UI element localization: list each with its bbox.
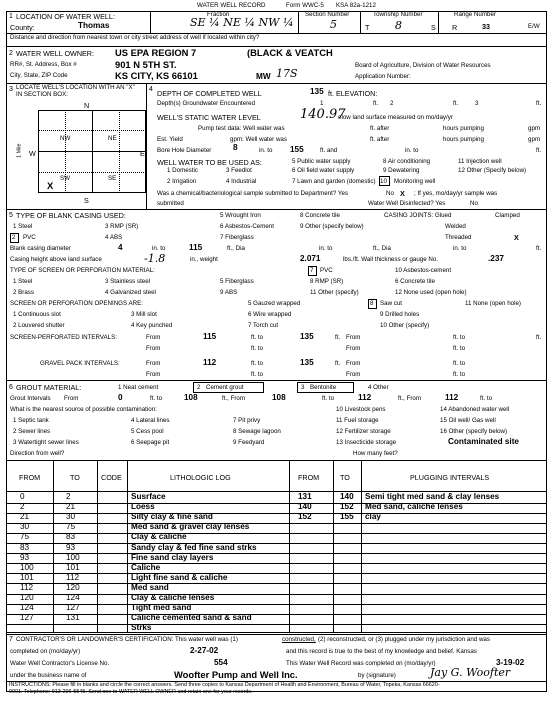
location-label: LOCATION OF WATER WELL: <box>16 12 115 21</box>
log-to: 75 <box>66 522 76 532</box>
instructions: INSTRUCTIONS: Please fill in blanks and circle the correct answers. Send three copies to Kansas Department of Health and Environment, Bureau of Water, Topeka, Kansas 66620- <box>9 682 440 688</box>
table-row-line <box>6 523 547 524</box>
form-number: Form WWC-5 <box>286 2 324 9</box>
cert-label: CONTRACTOR'S OR LANDOWNER'S CERTIFICATION: This water well was (1) <box>16 636 238 643</box>
log-to: 83 <box>66 532 76 542</box>
table-row-line <box>6 634 547 635</box>
log-description: Med sand & gravel clay lenses <box>131 522 250 532</box>
table-row-line <box>6 543 547 544</box>
owner-name: US EPA REGION 7 <box>115 47 197 58</box>
log-description: Tight med sand <box>131 603 192 613</box>
table-row-line <box>6 614 547 615</box>
plug-from: 140 <box>298 502 312 512</box>
table-row-line <box>6 624 547 625</box>
log-from: 21 <box>20 512 30 522</box>
bore-to: 155 <box>290 145 304 154</box>
casing-height: -1.8 <box>144 252 166 265</box>
log-from: 112 <box>20 582 34 592</box>
bore-diameter: 8 <box>233 143 238 152</box>
casing-weight: 2.071 <box>300 254 321 263</box>
table-row-line <box>6 533 547 534</box>
log-from: 100 <box>20 562 34 572</box>
log-description: Fine sand clay layers <box>131 552 214 562</box>
township-label: Township Number <box>373 11 423 18</box>
log-from: 75 <box>20 532 30 542</box>
log-to: 127 <box>66 603 80 613</box>
log-from: 83 <box>20 542 30 552</box>
plug-description: clay <box>365 512 381 522</box>
monitoring-well: Monitoring well <box>394 178 436 185</box>
log-to: 131 <box>66 613 80 623</box>
plug-to: 155 <box>340 512 354 522</box>
log-description: Loess <box>131 502 155 512</box>
log-to: 120 <box>66 582 80 592</box>
instructions-2: 0001. Telephone: 913-296-5545. Send one to WATER WELL OWNER and retain one for your records. <box>9 689 253 695</box>
log-to: 2 <box>66 492 71 501</box>
plug-to: 140 <box>340 492 354 501</box>
grout-to-1: 108 <box>184 393 198 402</box>
grout-from-3: 112 <box>445 393 459 402</box>
signature: Jay G. Woofter <box>430 666 511 679</box>
section-value: 5 <box>330 18 337 31</box>
distance-label: Distance and direction from nearest town or city street address of well if located within city? <box>10 34 260 41</box>
log-description: Sandy clay & fed fine sand strks <box>131 542 257 552</box>
table-row-line <box>6 604 547 605</box>
log-to: 21 <box>66 502 76 512</box>
owner-name2: (BLACK & VEATCH <box>247 47 333 58</box>
owner-label: WATER WELL OWNER: <box>16 49 94 58</box>
log-description: Susrface <box>131 492 166 501</box>
log-from: 0 <box>20 492 25 501</box>
completed-date: 2-27-02 <box>190 646 219 655</box>
log-from: 124 <box>20 603 34 613</box>
mw-value: 17S <box>276 67 298 80</box>
contaminated-site: Contaminated site <box>448 437 519 446</box>
perf-from: 115 <box>203 332 217 341</box>
log-description: Clay & caliche lenses <box>131 593 215 602</box>
locate-label: LOCATE WELL'S LOCATION WITH AN "X" IN SECTION BOX: <box>16 84 135 98</box>
plug-from: 152 <box>298 512 312 522</box>
log-from: 2 <box>20 502 25 512</box>
grout-to-2: 112 <box>358 393 372 402</box>
static-level-value: 140.97 <box>300 107 346 122</box>
log-description: Caliche cemented sand & sand <box>131 613 252 623</box>
log-description: Silty clay & fine sand <box>131 512 213 522</box>
well-record-form: WATER WELL RECORD Form WWC-5 KSA 82a-1212 1 LOCATION OF WATER WELL: Fraction SE ¼ NE ¼ NW ¼ Section Number 5 Township Number T 8 S Range Number R 33 E/W County: Thomas Distance and direction from nearest town or city street address of well if located within city? 2 WATER WELL OWNER: US EPA REGION 7 (BLACK & VEATCH RR#, St. Address, Box # 901 N 5TH ST. City, State, ZIP Code KS CITY, KS 66101 MW 17S Board of Agriculture, Division of Water Resources Application Number: 3 LOCATE WELL'S LOCATION WITH AN "X" IN SECTION BOX: N NW NE SW SE W E S X 1 Mile 4 DEPTH OF COMPLETED WELL 135 ft. ELEVATION: Depth(s) Groundwater Encountered 1 ft. 2 ft. 3 ft. WELL'S STATIC WATER LEVEL 140.97 elow land surface measured on mo/day/yr Pump test data: Well water was ft. after hours pumping gpm Est. Yield gpm: Well water was ft. after hours pumping gpm Bore Hole Diameter 8 in. to 155 ft. and in. to ft. WELL WATER TO BE USED AS: 1 Domestic 2 Irrigation 3 Feedlot 4 Industrial 5 Public water supply 6 Oil field water supply 7 Lawn and garden (domestic) 8 Air conditioning 9 Dewatering 10 Monitoring well 11 Injection well 12 Other (Specify below) Was a chemical/bacteriological sample submitted to Department? Yes No X ; If yes, mo/day/yr sample was submitted Water Well Disinfected? Yes No 5 TYPE OF BLANK CASING USED: 5 Wrought Iron 8 Concrete tile CASING JOINTS: Glued Clamped 1 Steel 3 RMP (SR) 6 Asbestos-Cement 9 Other (specify below) Welded 2 PVC 4 ABS 7 Fiberglass Threaded X Blank casing diameter 4 in. to 115 ft., Dia in. to ft., Dia in. to ft. Casing height above land surface -1.8 in., weight 2.071 lbs./ft. Wall thickness or gauge No. .237 TYPE OF SCREEN OR PERFORATION MATERIAL: 7 PVC 10 Asbestos-cement 1 Steel 3 Stainless steel 5 Fiberglass 8 RMP (SR) 6 Concrete tile 2 Brass 4 Galvanized steel 9 ABS 11 Other (specify) 12 None used (open hole) SCREEN OR PERFORATION OPENINGS ARE: 5 Gauzed wrapped 8 Saw cut 11 None (open hole) 1 Continuous slot 3 Mill slot 6 Wire wrapped 9 Drilled holes 2 Louvered shutter 4 Key punched 7 Torch cut 10 Other (specify) SCREEN-PERFORATED INTERVALS: From 115 ft. to 135 ft. From ft. to ft. From ft. to From ft. to GRAVEL PACK INTERVALS: From 112 ft. to 135 ft. From ft. to From ft. to From ft. to 6 GROUT MATERIAL: 1 Neat cement 2 Cement grout 3 Bentonite 4 Other Grout Intervals From 0 ft. to 108 ft., From 108 ft. to 112 ft., From 112 ft. to What is the nearest source of possible contamination: 1 Septic tank 2 Sewer lines 3 Watertight sewer lines 4 Lateral lines 5 Cess pool 6 Seepage pit 7 Pit privy 8 Sewage lagoon 9 Feedyard 10 Livestock pens 11 Fuel storage 12 Fertilizer storage 13 Insecticide storage 14 Abandoned water well 15 Oil well/ Gas well 16 Other (specify below) Contaminated site Direction from well? How many feet? FROM TO CODE LITHOLOGIC LOG FROM TO PLUGGING INTERVALS 0 2 Susrface 2 21 Loess 21 30 Silty clay & fine sand 30 75 Med sand & gravel clay lenses 75 83 Clay & caliche 83 93 Sandy clay & fed fine sand strks 93 100 Fine sand clay layers 100 101 Caliche 101 112 Light fine sand & caliche 112 120 Med sand 120 124 Clay & caliche lenses 124 127 Tight med sand 127 131 Caliche cemented sand & sand Strks 131 140 Semi tight med sand & clay lenses 140 152 Med sand, caliche lenses 152 155 clay 7 CONTRACTOR'S OR LANDOWNER'S CERTIFICATION: This water well was (1) constructed, (2) reconstructed, or (3) plugged under my jurisdiction and was completed on (mo/day/yr) 2-27-02 and this record is true to the best of my knowledge and belief. Kansas Water Well Contractor's License No. 554 This Water Well Record was completed on (mo/day/yr) 3-19-02 under the business name of Woofter Pump and Well Inc. by (signature) Jay G. Woofter INSTRUCTIONS: Please fill in blanks and circle the correct answers. Send three copies to Kansas Department of Health and Environment, Bureau of Water, Topeka, Kansas 66620- 0001. Telephone: 913-296-5545. Send one to WATER WELL OWNER and retain one for your records. <box>0 0 553 703</box>
log-from: 120 <box>20 593 34 602</box>
log-to: 101 <box>66 562 80 572</box>
log-from: 101 <box>20 572 34 582</box>
log-description: Strks <box>131 623 152 633</box>
owner-city: KS CITY, KS 66101 <box>115 70 198 81</box>
log-from: 93 <box>20 552 30 562</box>
form-title: WATER WELL RECORD <box>197 2 266 9</box>
section-number-1: 1 <box>9 13 13 20</box>
section-label: Section Number <box>305 11 350 18</box>
table-row-line <box>6 563 547 564</box>
township-value: 8 <box>395 19 402 32</box>
owner-address: 901 N 5TH ST. <box>115 59 177 70</box>
table-row-line <box>6 583 547 584</box>
county-value: Thomas <box>78 21 110 30</box>
fraction-value: SE ¼ NE ¼ NW ¼ <box>190 16 294 29</box>
gravel-from: 112 <box>203 358 217 367</box>
table-row-line <box>6 553 547 554</box>
table-row-line <box>6 594 547 595</box>
fraction-label: Fraction <box>207 11 230 18</box>
business-name: Woofter Pump and Well Inc. <box>174 669 298 680</box>
log-to: 112 <box>66 572 80 582</box>
log-from: 127 <box>20 613 34 623</box>
log-description: Clay & caliche <box>131 532 187 542</box>
wall-gauge: .237 <box>488 254 504 263</box>
log-to: 100 <box>66 552 80 562</box>
table-row-line <box>6 573 547 574</box>
range-label: Range Number <box>454 11 496 18</box>
plug-description: Semi tight med sand & clay lenses <box>365 492 500 501</box>
log-description: Light fine sand & caliche <box>131 572 228 582</box>
plug-from: 131 <box>298 492 312 501</box>
ksa-number: KSA 82a-1212 <box>336 2 376 9</box>
depth-value: 135 <box>310 87 324 96</box>
log-from: 30 <box>20 522 30 532</box>
casing-to: 115 <box>189 243 203 252</box>
perf-to: 135 <box>300 332 314 341</box>
log-description: Caliche <box>131 562 161 572</box>
table-row-line <box>6 503 547 504</box>
grout-from-1: 0 <box>118 393 123 402</box>
license-number: 554 <box>214 658 228 667</box>
log-to: 93 <box>66 542 76 552</box>
grout-from-2: 108 <box>272 393 286 402</box>
log-description: Med sand <box>131 582 169 592</box>
log-to: 30 <box>66 512 76 522</box>
plug-description: Med sand, caliche lenses <box>365 502 463 512</box>
location-x-mark: X <box>47 180 54 191</box>
casing-diameter: 4 <box>118 243 123 252</box>
plug-to: 152 <box>340 502 354 512</box>
record-date: 3-19-02 <box>496 658 525 667</box>
range-value: 33 <box>482 22 490 31</box>
log-to: 124 <box>66 593 80 602</box>
table-row-line <box>6 513 547 514</box>
gravel-to: 135 <box>300 358 314 367</box>
